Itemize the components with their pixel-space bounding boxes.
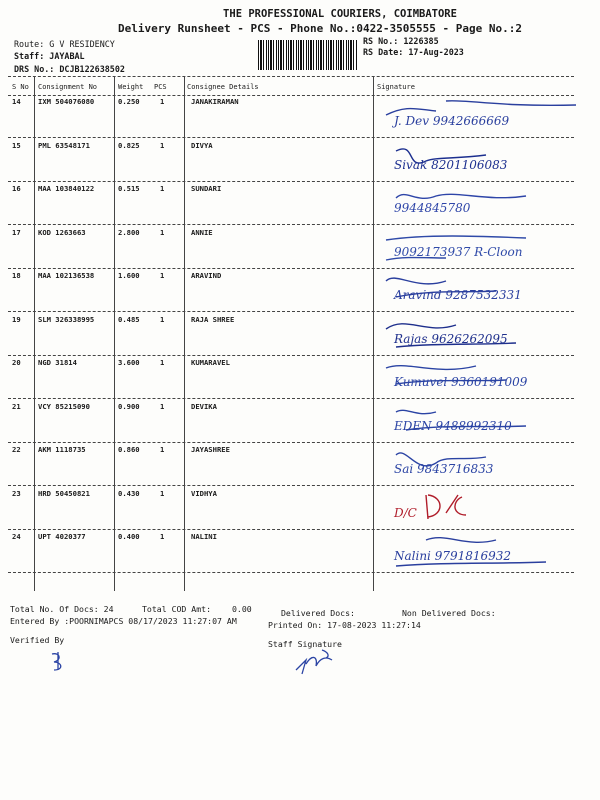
row-signature	[376, 358, 596, 398]
row-consignment-number: KOD 1263663	[38, 227, 86, 237]
table-row	[0, 184, 600, 227]
row-consignment-number: VCY 85215090	[38, 401, 90, 411]
total-docs: Total No. Of Docs: 24	[10, 604, 114, 614]
rs-number: RS No.: 1226385	[363, 36, 439, 46]
signature-handwriting: J. Dev 9942666669	[394, 114, 510, 128]
row-pcs: 1	[160, 532, 165, 541]
row-divider	[8, 485, 574, 486]
signature-handwriting: EDEN 9488992310	[394, 418, 512, 433]
row-signature	[376, 315, 596, 355]
row-consignment-number: IXM 504076080	[38, 97, 95, 106]
delivered-docs: Delivered Docs:	[281, 608, 355, 618]
row-weight: 0.250	[118, 97, 140, 106]
row-weight: 0.900	[118, 401, 140, 411]
col-weight: Weight	[118, 83, 144, 91]
row-sno: 21	[12, 401, 21, 411]
row-consignment-number: HRD 50450821	[38, 488, 90, 498]
verifier-initials-signature	[46, 650, 76, 672]
handwritten-signature	[376, 489, 596, 529]
row-sno: 22	[12, 445, 21, 454]
row-pcs: 1	[160, 140, 165, 150]
signature-handwriting: Kumuvel 9360191009	[394, 375, 528, 389]
row-sno: 17	[12, 227, 21, 237]
row-consignee-name: ARAVIND	[191, 271, 222, 280]
row-pcs: 1	[160, 358, 165, 367]
table-row	[0, 489, 600, 532]
handwritten-signature	[376, 271, 596, 311]
handwritten-signature	[376, 315, 596, 355]
row-signature	[376, 184, 596, 224]
handwritten-signature	[376, 228, 596, 268]
row-consignee-name: SUNDARI	[191, 184, 222, 193]
row-divider	[8, 268, 574, 269]
rs-date: RS Date: 17-Aug-2023	[363, 47, 464, 57]
row-consignment-number: AKM 1118735	[38, 445, 86, 454]
table-row	[0, 97, 600, 140]
row-sno: 16	[12, 184, 21, 193]
row-weight: 0.825	[118, 140, 140, 150]
staff-signature-scribble	[292, 646, 342, 678]
handwritten-signature	[376, 184, 596, 224]
table-row	[0, 532, 600, 575]
signature-handwriting: Aravind 9287532331	[394, 288, 522, 302]
header-rule	[8, 95, 574, 96]
col-signature: Signature	[377, 83, 415, 91]
row-divider	[8, 529, 574, 530]
table-row	[0, 358, 600, 401]
drs-number: DRS No.: DCJB122638502	[14, 64, 125, 74]
row-consignee-name: DIVYA	[191, 140, 213, 150]
table-row	[0, 402, 600, 445]
table-row	[0, 315, 600, 358]
row-pcs: 1	[160, 271, 165, 280]
company-name: THE PROFESSIONAL COURIERS, COIMBATORE	[223, 8, 457, 20]
row-consignee-name: DEVIKA	[191, 401, 217, 411]
table-top-rule	[8, 76, 574, 77]
signature-handwriting: 9092173937 R-Cloon	[394, 244, 523, 259]
table-row	[0, 141, 600, 184]
row-consignee-name: RAJA SHREE	[191, 314, 235, 324]
row-pcs: 1	[160, 314, 165, 324]
row-consignee-name: JANAKIRAMAN	[191, 97, 239, 106]
col-consignee: Consignee Details	[187, 83, 259, 91]
row-divider	[8, 181, 574, 182]
row-sno: 18	[12, 271, 21, 280]
table-row	[0, 228, 600, 271]
handwritten-signature	[376, 358, 596, 398]
barcode-image	[258, 40, 358, 70]
route-label: Route: G V RESIDENCY	[14, 39, 115, 49]
row-consignment-number: NGD 31814	[38, 358, 77, 367]
row-weight: 0.860	[118, 445, 140, 454]
row-signature	[376, 402, 596, 442]
row-consignee-name: ANNIE	[191, 227, 213, 237]
row-weight: 0.400	[118, 532, 140, 541]
row-sno: 19	[12, 314, 21, 324]
handwritten-signature	[376, 532, 596, 572]
sheet-title: Delivery Runsheet - PCS - Phone No.:0422-3505555 - Page No.:2	[118, 22, 522, 35]
signature-handwriting: Sai 9843716833	[394, 462, 494, 476]
row-divider	[8, 224, 574, 225]
row-signature	[376, 445, 596, 485]
row-divider	[8, 398, 574, 399]
row-sno: 24	[12, 532, 21, 541]
signature-handwriting: D/C	[394, 505, 417, 520]
row-pcs: 1	[160, 97, 165, 106]
row-signature	[376, 97, 596, 137]
row-divider	[8, 442, 574, 443]
col-sno: S No	[12, 83, 29, 91]
handwritten-signature	[376, 445, 596, 485]
row-weight: 2.800	[118, 227, 140, 237]
row-consignee-name: VIDHYA	[191, 488, 217, 498]
row-weight: 0.485	[118, 314, 140, 324]
col-consignment: Consignment No	[38, 83, 98, 91]
row-signature	[376, 532, 596, 572]
row-divider	[8, 311, 574, 312]
printed-on: Printed On: 17-08-2023 11:27:14	[268, 620, 421, 630]
row-pcs: 1	[160, 184, 165, 193]
verified-by-label: Verified By	[10, 635, 65, 645]
handwritten-signature	[376, 402, 596, 442]
row-signature	[376, 228, 596, 268]
staff-signature-label: Staff Signature	[268, 639, 342, 649]
signature-handwriting: Nalini 9791816932	[394, 549, 512, 563]
row-weight: 0.515	[118, 184, 140, 193]
row-signature	[376, 271, 596, 311]
handwritten-signature	[376, 97, 596, 137]
table-row	[0, 445, 600, 488]
row-consignee-name: KUMARAVEL	[191, 358, 230, 367]
row-divider	[8, 355, 574, 356]
signature-handwriting: Sivak 8201106083	[394, 157, 508, 172]
row-sno: 23	[12, 488, 21, 498]
handwritten-signature	[376, 141, 596, 181]
row-weight: 1.600	[118, 271, 140, 280]
col-pcs: PCS	[154, 83, 167, 91]
row-weight: 0.430	[118, 488, 140, 498]
row-consignment-number: MAA 102136538	[38, 271, 95, 280]
non-delivered-docs: Non Delivered Docs:	[402, 608, 496, 618]
signature-handwriting: 9944845780	[394, 201, 471, 215]
table-row	[0, 271, 600, 314]
row-pcs: 1	[160, 401, 165, 411]
row-consignment-number: SLM 326338995	[38, 314, 95, 324]
row-signature	[376, 489, 596, 529]
staff-label: Staff: JAYABAL	[14, 51, 85, 61]
row-weight: 3.600	[118, 358, 140, 367]
row-consignee-name: NALINI	[191, 532, 217, 541]
row-divider	[8, 572, 574, 573]
row-pcs: 1	[160, 227, 165, 237]
row-consignee-name: JAYASHREE	[191, 445, 230, 454]
row-divider	[8, 137, 574, 138]
row-sno: 14	[12, 97, 21, 106]
row-consignment-number: UPT 4020377	[38, 532, 86, 541]
entered-by: Entered By :POORNIMAPCS 08/17/2023 11:27:07 AM	[10, 616, 237, 626]
row-pcs: 1	[160, 488, 165, 498]
row-consignment-number: PML 63548171	[38, 140, 90, 150]
row-consignment-number: MAA 103840122	[38, 184, 95, 193]
signature-handwriting: Rajas 9626262095	[394, 331, 508, 346]
row-pcs: 1	[160, 445, 165, 454]
row-sno: 15	[12, 140, 21, 150]
total-cod-label: Total COD Amt:	[142, 604, 212, 614]
row-sno: 20	[12, 358, 21, 367]
total-cod-value: 0.00	[232, 604, 252, 614]
row-signature	[376, 141, 596, 181]
